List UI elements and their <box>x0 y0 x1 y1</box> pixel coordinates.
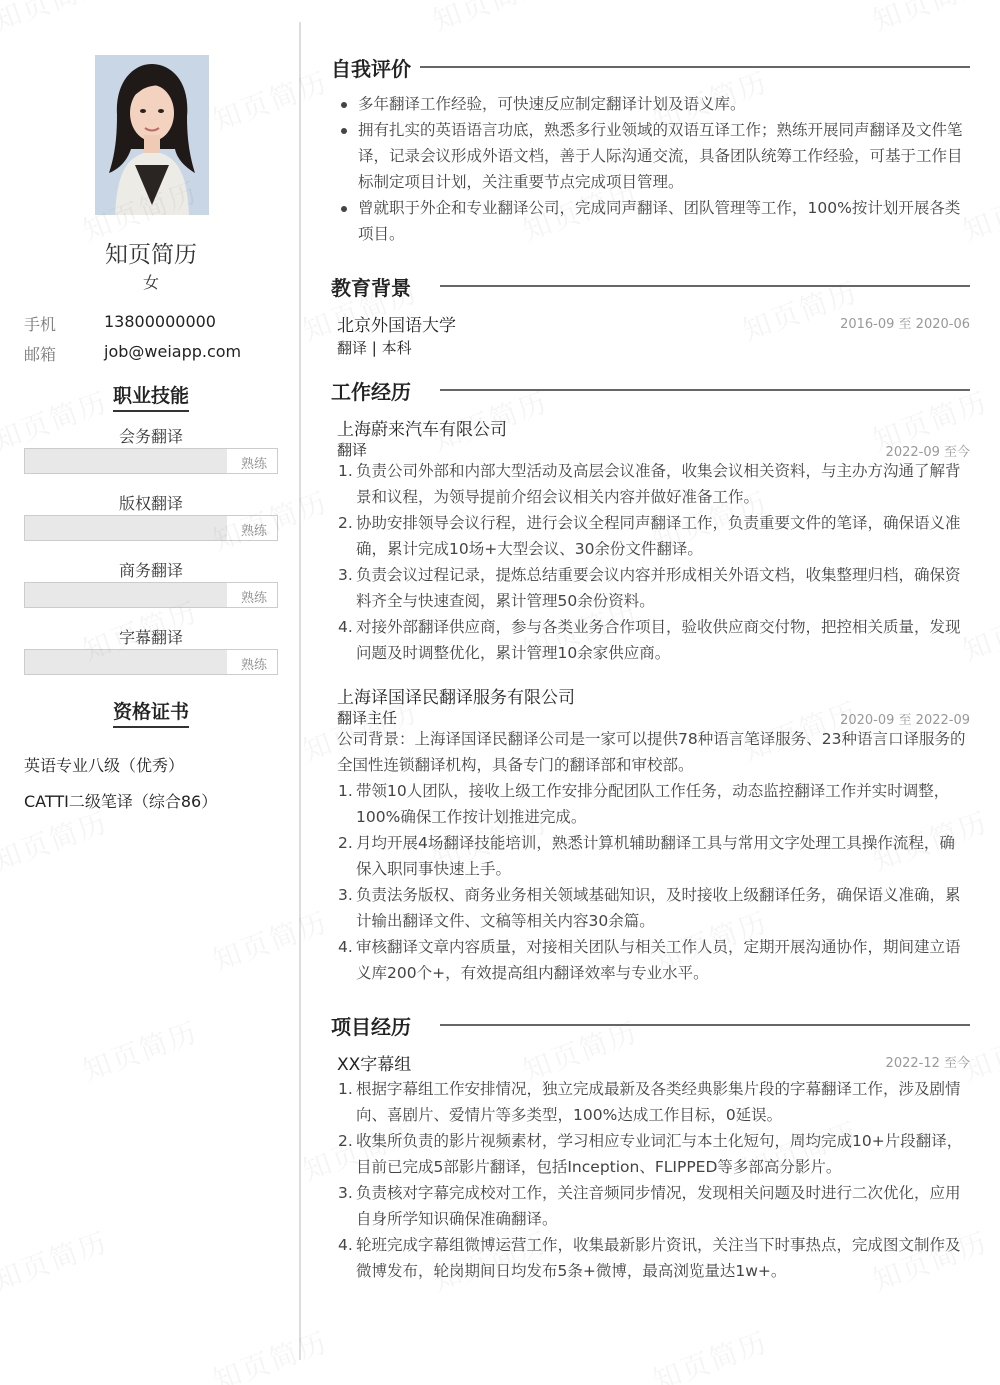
job-date: 2022-09 至今 <box>885 445 970 460</box>
company-background: 公司背景：上海译国译民翻译公司是一家可以提供78种语言笔译服务、23种语言口译服务的全国性连锁翻译机构，具备专门的翻译部和审校部。 <box>337 730 966 774</box>
skill-level-fill <box>25 650 227 674</box>
column-divider <box>299 22 301 1360</box>
skill-level-label: 熟练 <box>240 658 267 673</box>
skill-level-bar <box>24 515 278 541</box>
project-date: 2022-12 至今 <box>885 1056 970 1071</box>
job-duty-list <box>336 458 968 666</box>
skill-level-label: 熟练 <box>240 591 267 606</box>
skill-name: 商务翻译 <box>118 561 183 580</box>
watermark-text <box>737 271 863 350</box>
list-item: 4. 对接外部翻译供应商，参与各类业务合作项目，验收供应商交付物，把控相关质量，发现问题及时调整优化，累计管理10余家供应商。 <box>338 618 961 662</box>
projects-title: 项目经历 <box>331 1015 411 1039</box>
section-divider-line <box>440 285 970 287</box>
self-eval-title: 自我评价 <box>331 57 411 81</box>
school-name: 北京外国语大学 <box>337 316 456 336</box>
job-role: 翻译 <box>337 441 368 459</box>
email-value: job@weiapp.com <box>104 342 242 361</box>
contact-phone-row <box>24 312 216 335</box>
skill-level-bar <box>24 649 278 675</box>
profile-name: 知页简历 <box>105 242 197 268</box>
education-detail: 翻译 | 本科 <box>337 339 412 357</box>
contact-email-row <box>24 342 241 365</box>
cert-item: CATTI二级笔译（综合86） <box>24 792 218 811</box>
skill-level-fill <box>25 583 227 607</box>
skills-title: 职业技能 <box>0 381 302 412</box>
list-item: 3. 负责核对字幕完成校对工作，关注音频同步情况，发现相关问题及时进行二次优化，应用自身所学知识确保准确翻译。 <box>338 1184 961 1228</box>
self-eval-list <box>336 91 968 247</box>
job-role: 翻译主任 <box>337 709 398 727</box>
skill-name: 版权翻译 <box>118 494 183 513</box>
list-item: 曾就职于外企和专业翻译公司，完成同声翻译、团队管理等工作，100%按计划开展各类项目。 <box>336 195 968 247</box>
watermark-text <box>867 0 993 39</box>
list-item: 2. 协助安排领导会议行程，进行会议全程同声翻译工作，负责重要文件的笔译，确保语义准确，累计完成10场+大型会议、30余份文件翻译。 <box>338 514 961 558</box>
profile-gender: 女 <box>142 273 159 292</box>
list-item: 2. 收集所负责的影片视频素材，学习相应专业词汇与本土化短句，周均完成10+片段翻译，目前已完成5部影片翻译，包括Inception、FLIPPED等多部高分影片。 <box>338 1132 963 1176</box>
skill-level-fill <box>25 516 227 540</box>
watermark-text <box>647 1321 773 1385</box>
email-label: 邮箱 <box>24 345 57 364</box>
phone-value: 13800000000 <box>104 312 216 331</box>
list-item: 3. 负责法务版权、商务业务相关领域基础知识，及时接收上级翻译任务，确保语义准确，累计输出翻译文件、文稿等相关内容30余篇。 <box>338 886 961 930</box>
work-title: 工作经历 <box>331 380 411 404</box>
section-divider-line <box>420 66 970 68</box>
skill-name: 字幕翻译 <box>118 628 183 647</box>
company-name: 上海译国译民翻译服务有限公司 <box>337 688 575 708</box>
list-item: 1. 负责公司外部和内部大型活动及高层会议准备，收集会议相关资料，与主办方沟通了解背景和议程，为领导提前介绍会议相关内容并做好准备工作。 <box>338 462 961 506</box>
skill-name: 会务翻译 <box>118 427 183 446</box>
profile-photo <box>95 55 209 215</box>
watermark-text <box>427 0 553 39</box>
list-item: 4. 审核翻译文章内容质量，对接相关团队与相关工作人员，定期开展沟通协作，期间建立语义库200个+，有效提高组内翻译效率与专业水平。 <box>338 938 961 982</box>
list-item: 1. 带领10人团队，接收上级工作安排分配团队工作任务，动态监控翻译工作并实时调整，100%确保工作按计划推进完成。 <box>338 782 950 826</box>
education-date: 2016-09 至 2020-06 <box>840 317 970 332</box>
job-date: 2020-09 至 2022-09 <box>840 713 970 728</box>
cert-item: 英语专业八级（优秀） <box>24 756 185 775</box>
certs-title: 资格证书 <box>0 697 302 728</box>
skill-level-bar <box>24 448 278 474</box>
list-item: 多年翻译工作经验，可快速反应制定翻译计划及语义库。 <box>336 91 968 117</box>
left-sidebar <box>0 0 300 1385</box>
list-item: 2. 月均开展4场翻译技能培训，熟悉计算机辅助翻译工具与常用文字处理工具操作流程，确保入职同事快速上手。 <box>338 834 955 878</box>
list-item: 1. 根据字幕组工作安排情况，独立完成最新及各类经典影集片段的字幕翻译工作，涉及剧情向、喜剧片、爱情片等多类型，100%达成工作目标，0延误。 <box>338 1080 961 1124</box>
skill-level-label: 熟练 <box>240 457 267 472</box>
section-divider-line <box>440 389 970 391</box>
job-duty-list <box>336 778 968 986</box>
education-title: 教育背景 <box>331 276 411 300</box>
skill-level-label: 熟练 <box>240 524 267 539</box>
skill-level-bar <box>24 582 278 608</box>
section-divider-line <box>440 1024 970 1026</box>
project-name: XX字幕组 <box>337 1055 412 1075</box>
project-duty-list <box>336 1076 968 1284</box>
list-item: 4. 轮班完成字幕组微博运营工作，收集最新影片资讯，关注当下时事热点，完成图文制作及微博发布，轮岗期间日均发布5条+微博，最高浏览量达1w+。 <box>338 1236 961 1280</box>
company-name: 上海蔚来汽车有限公司 <box>337 420 507 440</box>
phone-label: 手机 <box>24 315 57 334</box>
skill-level-fill <box>25 449 227 473</box>
list-item: 3. 负责会议过程记录，提炼总结重要会议内容并形成相关外语文档，收集整理归档，确保资料齐全与快速查阅，累计管理50余份资料。 <box>338 566 961 610</box>
list-item: 拥有扎实的英语语言功底，熟悉多行业领域的双语互译工作；熟练开展同声翻译及文件笔译，记录会议形成外语文档，善于人际沟通交流，具备团队统筹工作经验，可基于工作目标制定项目计划，关注重要节点完成项目管理。 <box>336 117 968 195</box>
